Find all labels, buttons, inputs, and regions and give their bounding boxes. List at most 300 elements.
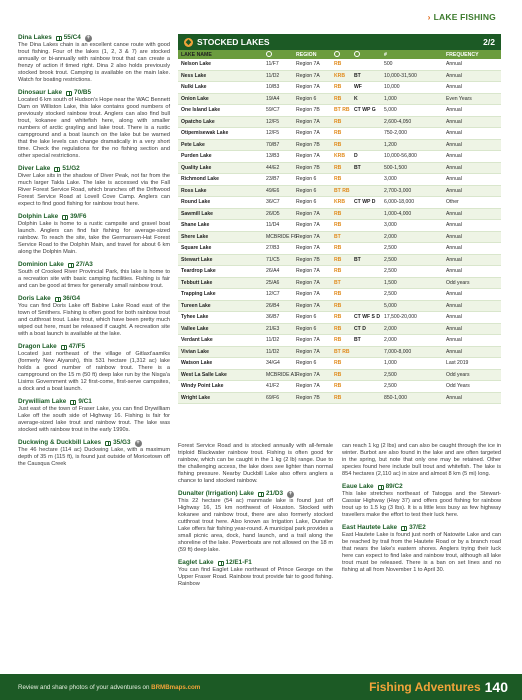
lake-entry-text: Just east of the town of Fraser Lake, you can find Drywilliam Lake off the south side of Highway 16. Fishing is fair for average-sized lake trout and rainbow trout. The lake was stocked with rainbow trout in the early 1990s.	[18, 406, 170, 433]
lake-name-cell: Wright Lake	[181, 394, 211, 401]
other-species-cell: BT	[354, 256, 361, 263]
lake-name-cell: Vallee Lake	[181, 325, 209, 332]
lake-entry-title	[178, 490, 333, 498]
frequency-cell: Annual	[446, 118, 462, 125]
region-cell: Region 7A	[296, 268, 320, 275]
page-number: 140	[484, 679, 508, 695]
lake-name-cell: Ness Lake	[181, 72, 207, 79]
map-ref-cell: 12/F5	[266, 130, 280, 137]
stocked-species-cell: RB	[334, 371, 342, 378]
region-cell: Region 7A	[296, 337, 320, 344]
footer-promo: Review and share photos of your adventures on BRMBmaps.com	[18, 683, 201, 691]
number-cell: 10,000-56,800	[384, 153, 417, 160]
other-fish-icon	[354, 51, 360, 57]
lake-entry	[342, 443, 501, 478]
table-column-headers	[178, 50, 501, 59]
table-row	[178, 117, 501, 129]
lake-name-cell: Shane Lake	[181, 222, 210, 229]
number-cell: 2,600-4,050	[384, 118, 412, 125]
stocked-species-cell: RB	[334, 164, 342, 171]
lake-name-cell: Windy Point Lake	[181, 383, 224, 390]
lake-name: Dunalter (Irrigation) Lake	[178, 490, 254, 497]
lake-entry-text: The 46 hectare (114 ac) Duckwing Lake, with a maximum depth of 35 m (115 ft), is found just outside of Moricetown off the Causqua Creek	[18, 447, 170, 467]
stocked-species-cell: RB	[334, 256, 342, 263]
table-row	[178, 358, 501, 370]
number-cell: 2,500	[384, 245, 397, 252]
lake-name-cell: Tureen Lake	[181, 302, 211, 309]
number-cell: 2,000	[384, 337, 397, 344]
region-cell: Region 7A	[296, 371, 320, 378]
other-species-cell: BT	[354, 164, 361, 171]
number-cell: 1,000-4,000	[384, 210, 412, 217]
table-row	[178, 163, 501, 175]
lake-name-cell: Otipemisewak Lake	[181, 130, 229, 137]
map-reference: 27/A3	[75, 261, 93, 268]
map-ref-cell: 70/B7	[266, 141, 280, 148]
map-ref-cell: 36/C7	[266, 199, 280, 206]
number-cell: 1,200	[384, 141, 397, 148]
number-cell: 2,000	[384, 233, 397, 240]
table-row	[178, 347, 501, 359]
table-row	[178, 82, 501, 94]
stocked-species-cell: BT	[334, 279, 341, 286]
left-column	[18, 34, 170, 473]
map-reference: 12/E1-F1	[225, 559, 252, 566]
lake-name-cell: Trapping Lake	[181, 291, 216, 298]
region-cell: Region 7A	[296, 383, 320, 390]
number-cell: 850-1,000	[384, 394, 407, 401]
stocked-species-cell: RB	[334, 360, 342, 367]
stocked-species-cell: RB	[334, 61, 342, 68]
map-ref-cell: 21/E3	[266, 325, 280, 332]
map-ref-cell: 69/F6	[266, 394, 280, 401]
lake-name-cell: Nelson Lake	[181, 61, 212, 68]
map-reference: 89/C2	[385, 483, 403, 490]
frequency-cell: Annual	[446, 222, 462, 229]
table-row	[178, 301, 501, 313]
table-row	[178, 243, 501, 255]
stocked-species-cell: BT RB	[334, 187, 350, 194]
map-ref-cell: MCBRIDE A1	[266, 371, 297, 378]
table-row	[178, 71, 501, 83]
page-footer	[0, 674, 522, 700]
frequency-cell: Annual	[446, 130, 462, 137]
number-cell: 6,000-18,000	[384, 199, 415, 206]
lake-name: Dominion Lake	[18, 261, 64, 268]
map-book-icon	[55, 297, 61, 302]
lake-name: Duckwing & Duckbill Lakes	[18, 439, 102, 446]
region-cell: Region 7A	[296, 279, 320, 286]
map-reference: 47/F5	[68, 343, 86, 350]
lake-entry	[18, 261, 170, 290]
footer-book-title: Fishing Adventures	[369, 680, 481, 694]
region-cell: Region 7B	[296, 394, 320, 401]
col-stocked-species	[331, 51, 351, 59]
col-frequency: FREQUENCY	[446, 51, 479, 58]
right-column	[342, 443, 501, 579]
map-reference: 55/C4	[63, 34, 81, 41]
lake-name: Dolphin Lake	[18, 213, 59, 220]
frequency-cell: Annual	[446, 268, 462, 275]
stocked-species-cell: KRB	[334, 153, 346, 160]
map-ref-cell: 23/B7	[266, 176, 280, 183]
number-cell: 1,500	[384, 279, 397, 286]
lake-entry-title	[18, 34, 170, 42]
section-tag: › LAKE FISHING	[427, 12, 496, 22]
map-ref-cell: 25/A6	[266, 279, 280, 286]
frequency-cell: Odd years	[446, 279, 470, 286]
region-cell: Region 6	[296, 176, 317, 183]
region-cell: Region 6	[296, 95, 317, 102]
col-map-icon	[263, 51, 293, 59]
lake-entry-text: Dolphin Lake is home to a rustic campsite and gravel boat launch. Anglers can find fair fishing for average-sized rainbow. To reach the site, take the Germansen-Hat Forest Service Road to the Dolphin Main, and travel for about 6 km along the Dolphin Main.	[18, 221, 170, 255]
lake-entry	[18, 34, 170, 84]
region-cell: Region 7A	[296, 210, 320, 217]
map-ref-cell: 44/E2	[266, 164, 280, 171]
plus-icon: +	[136, 439, 140, 446]
frequency-cell: Annual	[446, 176, 462, 183]
region-cell: Region 7A	[296, 233, 320, 240]
map-ref-cell: 12/F5	[266, 118, 280, 125]
stocked-lakes-table	[178, 34, 501, 404]
map-book-icon	[258, 492, 264, 497]
frequency-cell: Last 2019	[446, 360, 469, 367]
region-cell: Region 6	[296, 314, 317, 321]
lake-name: Dinosaur Lake	[18, 89, 63, 96]
stocked-species-cell: BT RB	[334, 348, 350, 355]
footer-brand-link[interactable]: BRMBmaps.com	[151, 683, 201, 691]
lake-entry	[18, 439, 170, 468]
stocked-species-cell: RB	[334, 291, 342, 298]
stocked-species-cell: RB	[334, 314, 342, 321]
number-cell: 2,500	[384, 383, 397, 390]
frequency-cell: Annual	[446, 233, 462, 240]
lake-name-cell: Nulki Lake	[181, 84, 207, 91]
frequency-cell: Annual	[446, 245, 462, 252]
map-ref-cell: 26/B4	[266, 302, 280, 309]
lake-entry-title	[18, 165, 170, 173]
region-cell: Region 7A	[296, 222, 320, 229]
lake-name-cell: Watson Lake	[181, 360, 213, 367]
lake-entry-title	[18, 89, 170, 97]
number-cell: 10,000-31,500	[384, 72, 417, 79]
region-cell: Region 7B	[296, 256, 320, 263]
map-ref-cell: MCBRIDE F6	[266, 233, 297, 240]
other-species-cell: BT	[354, 337, 361, 344]
lake-name-cell: Stewart Lake	[181, 256, 213, 263]
col-other-species	[351, 51, 381, 59]
table-row	[178, 94, 501, 106]
table-row	[178, 335, 501, 347]
lake-name: Eaglet Lake	[178, 559, 214, 566]
lake-name-cell: Tebbutt Lake	[181, 279, 213, 286]
other-species-cell: BT	[354, 72, 361, 79]
other-species-cell: CT WP G	[354, 107, 376, 114]
frequency-cell: Annual	[446, 337, 462, 344]
table-title: ◆ STOCKED LAKES	[185, 37, 270, 47]
region-cell: Region 7A	[296, 61, 320, 68]
frequency-cell: Annual	[446, 302, 462, 309]
table-row	[178, 209, 501, 221]
lake-name-cell: Round Lake	[181, 199, 211, 206]
number-cell: 500	[384, 61, 393, 68]
region-cell: Region 7A	[296, 84, 320, 91]
map-ref-cell: 12/C7	[266, 291, 280, 298]
region-cell: Region 7A	[296, 130, 320, 137]
lake-name-cell: Tyhee Lake	[181, 314, 209, 321]
number-cell: 2,500	[384, 371, 397, 378]
lake-name: East Hautete Lake	[342, 524, 398, 531]
lake-name: Dragon Lake	[18, 343, 57, 350]
map-ref-cell: 11/D2	[266, 72, 280, 79]
map-ref-cell: 11/D4	[266, 222, 280, 229]
table-row	[178, 151, 501, 163]
other-species-cell: CT WF S D	[354, 314, 381, 321]
lake-entry	[18, 343, 170, 393]
stocked-species-cell: RB	[334, 130, 342, 137]
map-ref-cell: 49/E6	[266, 187, 280, 194]
table-row	[178, 289, 501, 301]
lake-entry-text: This lake stretches northeast of Tatogga and the Stewart-Cassiar Highway (Hwy 37) and offers good fishing for rainbow trout up to 1.5 kg (3 lbs). It is a little less busy as few highway travellers make the effort to test their luck here.	[342, 491, 501, 518]
region-cell: Region 7A	[296, 302, 320, 309]
lake-entry-title	[18, 295, 170, 303]
lake-entry	[178, 559, 333, 588]
table-row	[178, 266, 501, 278]
lake-name: Doris Lake	[18, 295, 51, 302]
lake-entry-title	[18, 213, 170, 221]
lake-entry-text: South of Crooked River Provincial Park, this lake is home to a recreation site with basic camping facilities. Fishing is fair and can be good at times for generally small rainbow trout.	[18, 269, 170, 289]
middle-column	[178, 443, 333, 593]
map-reference: 70/B5	[74, 89, 92, 96]
lake-entry-text: East Hautete Lake is found just north of Natowite Lake and can be reached by trail from the Hautete Road or by a branch road that nears the lake's eastern shores. Anglers trying their luck here can expect to find lake and rainbow trout, although all lake trout must be released. There is a ban on set lines and no fishing at all from November 1 to April 30.	[342, 532, 501, 573]
frequency-cell: Annual	[446, 187, 462, 194]
lake-entry	[178, 443, 333, 485]
stocked-species-cell: KRB	[334, 72, 346, 79]
lake-entry	[342, 524, 501, 574]
stocked-species-cell: RB	[334, 176, 342, 183]
lake-entry-text: You can find Doris Lake off Babine Lake Road east of the town of Smithers. Fishing is often good for both rainbow trout and cutthroat trout. Lake trout, which have been pretty much wiped out here, must be released if caught. A recreation site with a boat launch is available at the lake.	[18, 303, 170, 337]
stocked-species-cell: RB	[334, 394, 342, 401]
map-ref-cell: 27/B3	[266, 245, 280, 252]
number-cell: 5,000	[384, 107, 397, 114]
region-cell: Region 6	[296, 325, 317, 332]
chevron-right-icon: ›	[427, 12, 431, 22]
table-row	[178, 232, 501, 244]
lake-name: Dina Lakes	[18, 34, 52, 41]
region-cell: Region 7A	[296, 72, 320, 79]
table-row	[178, 140, 501, 152]
lake-name-cell: Vivian Lake	[181, 348, 209, 355]
region-cell: Region 7A	[296, 245, 320, 252]
lake-entry-title	[18, 439, 170, 447]
map-book-icon	[66, 91, 72, 96]
frequency-cell: Odd Years	[446, 383, 470, 390]
lake-entry	[178, 490, 333, 554]
stocked-species-cell: KRB	[334, 199, 346, 206]
footer-right	[369, 679, 508, 695]
number-cell: 2,500	[384, 256, 397, 263]
map-reference: 51/G2	[62, 165, 80, 172]
fish-icon: ◆	[185, 38, 192, 46]
lake-entry-title	[342, 524, 501, 532]
lake-entry-title	[18, 343, 170, 351]
map-ref-cell: 34/G4	[266, 360, 280, 367]
lake-name-cell: Quality Lake	[181, 164, 212, 171]
lake-entry	[18, 295, 170, 338]
frequency-cell: Annual	[446, 84, 462, 91]
region-cell: Region 7B	[296, 164, 320, 171]
map-icon	[266, 51, 272, 57]
lake-name-cell: Onion Lake	[181, 95, 209, 102]
number-cell: 3,000	[384, 222, 397, 229]
lake-entry-title	[18, 398, 170, 406]
lake-name: Drywilliam Lake	[18, 398, 67, 405]
frequency-cell: Annual	[446, 72, 462, 79]
stocked-species-cell: BT RB	[334, 107, 350, 114]
table-row	[178, 370, 501, 382]
map-reference: 9/C1	[78, 398, 92, 405]
lake-name: Eaue Lake	[342, 483, 374, 490]
lake-entry	[18, 213, 170, 256]
map-ref-cell: 59/C7	[266, 107, 280, 114]
map-book-icon	[61, 345, 67, 350]
lake-entry	[18, 165, 170, 208]
lake-entry-text: Forest Service Road and is stocked annually with all-female triploid Blackwater rainbow trout. Fishing is often good for rainbow, which can be caught in the 1 kg (2 lb) range. Due to the challenging access, the lake does see lighter than normal fishing pressure. Nearby Duckbill Lake also offers anglers a chance to land stocked rainbow.	[178, 443, 333, 484]
map-book-icon	[56, 36, 62, 41]
frequency-cell: Even Years	[446, 95, 472, 102]
map-reference: 39/F6	[70, 213, 87, 220]
frequency-cell: Annual	[446, 210, 462, 217]
lake-entry	[18, 398, 170, 434]
stocked-species-cell: RB	[334, 325, 342, 332]
lake-entry	[18, 89, 170, 160]
table-row	[178, 381, 501, 393]
lake-entry-title	[342, 483, 501, 491]
region-cell: Region 6	[296, 187, 317, 194]
map-ref-cell: 41/F2	[266, 383, 280, 390]
map-book-icon	[68, 263, 74, 268]
number-cell: 2,700-3,000	[384, 187, 412, 194]
lake-name-cell: Purden Lake	[181, 153, 212, 160]
frequency-cell: Odd years	[446, 371, 470, 378]
map-ref-cell: 11/D2	[266, 348, 280, 355]
map-book-icon	[62, 215, 68, 220]
frequency-cell: Annual	[446, 394, 462, 401]
plus-icon: +	[86, 34, 91, 41]
lake-name-cell: Richmond Lake	[181, 176, 219, 183]
frequency-cell: Annual	[446, 61, 462, 68]
region-cell: Region 7A	[296, 153, 320, 160]
col-lake-name: LAKE NAME	[181, 51, 212, 58]
table-row	[178, 197, 501, 209]
table-row	[178, 393, 501, 405]
map-ref-cell: 11/F7	[266, 61, 279, 68]
lake-entry-title	[178, 559, 333, 567]
lake-entry-text: The Dina Lakes chain is an excellent canoe route with good trout fishing. Four of the lakes (1, 2, 3 & 7) are stocked annually or bi-annually with rainbow trout that can create a frenzy of action if timed right. Dina 2 also holds previously stocked brook trout. Camping is available on the main lake. Watch for boating restrictions.	[18, 42, 170, 83]
region-cell: Region 6	[296, 360, 317, 367]
region-cell: Region 7A	[296, 291, 320, 298]
stocked-species-cell: RB	[334, 141, 342, 148]
number-cell: 1,000	[384, 95, 397, 102]
stocked-species-cell: BT	[334, 233, 341, 240]
map-book-icon	[54, 167, 60, 172]
lake-name-cell: Sawmill Lake	[181, 210, 213, 217]
frequency-cell: Annual	[446, 314, 462, 321]
map-reference: 37/E2	[409, 524, 426, 531]
table-row	[178, 128, 501, 140]
lake-entry	[342, 483, 501, 519]
map-ref-cell: 11/D2	[266, 337, 280, 344]
map-ref-cell: 19/A4	[266, 95, 280, 102]
lake-name-cell: Shere Lake	[181, 233, 209, 240]
lake-name: Diver Lake	[18, 165, 51, 172]
lake-name-cell: Square Lake	[181, 245, 212, 252]
map-ref-cell: 26/D5	[266, 210, 280, 217]
frequency-cell: Annual	[446, 348, 462, 355]
stocked-species-cell: RB	[334, 268, 342, 275]
region-cell: Region 7A	[296, 118, 320, 125]
region-cell: Region 6	[296, 199, 317, 206]
table-row	[178, 220, 501, 232]
lake-entry-text: can reach 1 kg (2 lbs) and can also be caught through the ice in winter. Burbot are also found in the lake and are often targeted in the spring, but note that only one may be retained. Other species found here include bull trout and whitefish. The lake is 854 hectares (2,110 ac) in size and almost 8 km (5 mi) long.	[342, 443, 501, 477]
lake-entry-text: Located just northeast of the village of Gitlaxt'aamiks (formerly New Aiyansh), this 531 hectare (1,312 ac) lake holds a good number of rainbow trout. There is a campground on the 15 m (50 ft) deep lake run by the Nisga'a Lisims Government with 12 first-come, first-serve campsites, a dock and a boat launch.	[18, 351, 170, 392]
map-ref-cell: 13/B3	[266, 153, 280, 160]
table-row	[178, 312, 501, 324]
frequency-cell: Other	[446, 199, 459, 206]
table-row	[178, 174, 501, 186]
map-ref-cell: 36/B7	[266, 314, 280, 321]
frequency-cell: Annual	[446, 141, 462, 148]
map-ref-cell: 71/C5	[266, 256, 280, 263]
number-cell: 3,000	[384, 176, 397, 183]
table-body	[178, 59, 501, 404]
col-region: REGION	[296, 51, 317, 58]
map-book-icon	[105, 441, 111, 446]
other-species-cell: K	[354, 95, 358, 102]
table-row	[178, 186, 501, 198]
stocked-species-cell: RB	[334, 337, 342, 344]
number-cell: 750-2,000	[384, 130, 407, 137]
table-header-bar	[178, 34, 501, 50]
frequency-cell: Annual	[446, 164, 462, 171]
other-species-cell: D	[354, 153, 358, 160]
number-cell: 2,500	[384, 291, 397, 298]
table-row	[178, 255, 501, 267]
lake-entry-text: Located 6 km south of Hudson's Hope near the WAC Bennett Dam on Williston Lake, this lake contains good numbers of previously stocked rainbow trout. Anglers can also find bull trout, kokanee and whitefish here, along with smaller numbers of arctic grayling and lake trout. There is a rustic campground and a boat launch on the lake but be warned that the lake levels can change dramatically in a very short time. Check the regulations for the no fishing section and other special restrictions.	[18, 97, 170, 159]
map-book-icon	[218, 561, 224, 566]
lake-name-cell: Ross Lake	[181, 187, 207, 194]
map-book-icon	[401, 526, 407, 531]
stocked-species-cell: RB	[334, 210, 342, 217]
col-number: #	[384, 51, 387, 58]
stocked-species-cell: RB	[334, 95, 342, 102]
stocked-fish-icon	[334, 51, 340, 57]
lake-name-cell: One Island Lake	[181, 107, 221, 114]
region-cell: Region 7B	[296, 107, 320, 114]
frequency-cell: Annual	[446, 153, 462, 160]
number-cell: 17,500-20,000	[384, 314, 417, 321]
lake-entry-title	[18, 261, 170, 269]
map-ref-cell: 10/B3	[266, 84, 280, 91]
lake-name-cell: Teardrop Lake	[181, 268, 216, 275]
lake-name-cell: West La Salle Lake	[181, 371, 227, 378]
frequency-cell: Annual	[446, 291, 462, 298]
number-cell: 2,500	[384, 268, 397, 275]
number-cell: 5,000	[384, 302, 397, 309]
number-cell: 10,000	[384, 84, 400, 91]
frequency-cell: Annual	[446, 256, 462, 263]
stocked-species-cell: RB	[334, 222, 342, 229]
